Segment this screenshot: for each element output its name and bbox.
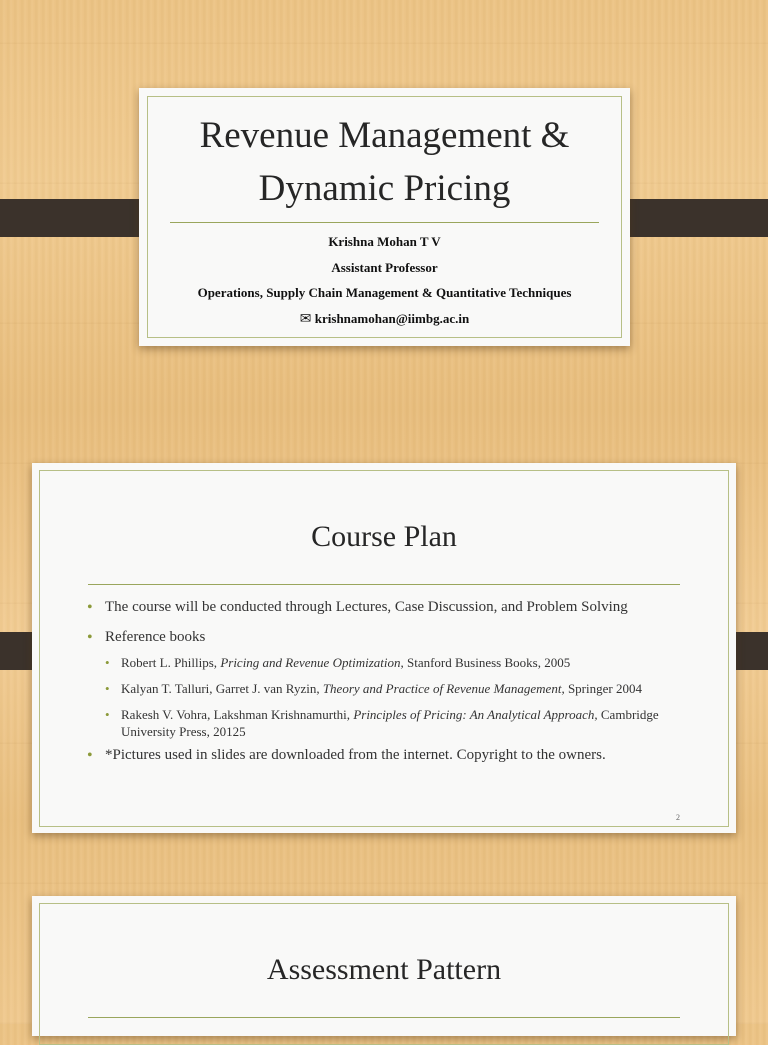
bullet-list [87,597,687,775]
assessment-slide[interactable] [32,896,736,1036]
author-email-row [139,311,630,327]
author-email[interactable]: krishnamohan@iimbg.ac.in [314,311,470,326]
slide-title-line1: Revenue Management & [199,115,570,156]
title-divider [88,584,680,585]
title-slide[interactable] [139,88,630,346]
slide-title: Assessment Pattern [266,953,502,986]
title-divider [170,222,599,223]
title-divider [88,1017,680,1018]
list-item: • The course will be conducted through Lectures, Case Discussion, and Problem Solving [87,597,687,618]
list-item-label: Reference books [105,629,206,645]
course-plan-slide[interactable] [32,463,736,833]
reference-item: • Robert L. Phillips, Pricing and Revenue Optimization, Stanford Business Books, 2005 [105,654,687,671]
author-position: Assistant Professor [331,260,438,275]
list-item [87,627,687,740]
list-item: • *Pictures used in slides are downloaded from the internet. Copyright to the owners. [87,745,687,766]
reference-item: • Kalyan T. Talluri, Garret J. van Ryzin, Theory and Practice of Revenue Management, Springer 2004 [105,680,687,697]
author-department: Operations, Supply Chain Management & Quantitative Techniques [197,285,572,300]
author-name: Krishna Mohan T V [328,234,441,249]
envelope-icon: ✉ [299,311,312,327]
reference-list [105,654,687,740]
slide-title: Course Plan [311,520,457,553]
slide-title-line2: Dynamic Pricing [258,168,511,209]
reference-item: • Rakesh V. Vohra, Lakshman Krishnamurthi, Principles of Pricing: An Analytical Approach, Cambridge University Press, 20125 [105,706,687,740]
page-number: 2 [676,813,680,822]
